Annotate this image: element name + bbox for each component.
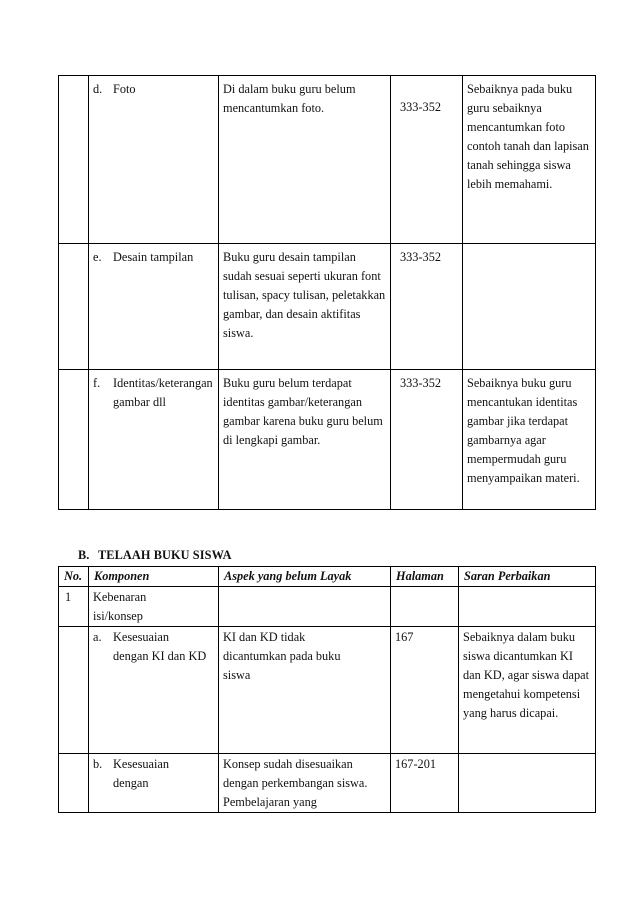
saran-cell <box>459 754 596 813</box>
halaman-cell <box>391 627 459 754</box>
saran-cell <box>459 587 596 627</box>
table-row <box>59 754 596 813</box>
section-title: TELAAH BUKU SISWA <box>98 548 232 562</box>
halaman-text: 167-201 <box>395 757 436 771</box>
no-cell <box>59 370 89 510</box>
section-label: B. <box>78 548 90 562</box>
table-row <box>59 627 596 754</box>
top-table <box>58 75 596 510</box>
no-cell <box>59 587 89 627</box>
no-cell <box>59 244 89 370</box>
komponen-text: Kebenaran isi/konsep <box>93 590 147 623</box>
header-komponen: Komponen <box>89 567 219 587</box>
aspek-cell <box>219 76 391 244</box>
section-heading <box>78 548 232 563</box>
halaman-cell <box>391 244 463 370</box>
bottom-table <box>58 566 596 813</box>
aspek-cell <box>219 244 391 370</box>
komponen-cell <box>89 754 219 813</box>
komponen-cell <box>89 587 219 627</box>
komponen-text: Foto <box>113 82 136 96</box>
halaman-cell <box>391 370 463 510</box>
komponen-cell <box>89 370 219 510</box>
komponen-text: Kesesuaian dengan KI dan KD <box>113 630 207 663</box>
komponen-text: Kesesuaian dengan <box>113 757 169 790</box>
table-row <box>59 76 596 244</box>
no-cell <box>59 627 89 754</box>
header-saran: Saran Perbaikan <box>459 567 596 587</box>
aspek-text: Buku guru desain tampilan sudah sesuai seperti ukuran font tulisan, spacy tulisan, peletakkan gambar, dan desain aktifitas siswa. <box>223 250 386 340</box>
aspek-cell <box>219 587 391 627</box>
saran-text: Sebaiknya pada buku guru sebaiknya mencantumkan foto contoh tanah dan lapisan tanah sehingga siswa lebih memahami. <box>467 82 589 191</box>
aspek-text: KI dan KD tidak dicantumkan pada buku siswa <box>223 630 341 682</box>
aspek-cell <box>219 370 391 510</box>
halaman-text: 333-352 <box>400 250 441 264</box>
table-row <box>59 244 596 370</box>
komponen-cell <box>89 76 219 244</box>
no-cell <box>59 76 89 244</box>
saran-text <box>463 244 595 248</box>
aspek-cell <box>219 754 391 813</box>
saran-text: Sebaiknya buku guru mencantukan identitas gambar jika terdapat gambarnya agar mempermudah guru menyampaikan materi. <box>467 376 580 485</box>
saran-cell <box>459 627 596 754</box>
halaman-cell <box>391 754 459 813</box>
item-label: b. <box>93 757 103 771</box>
saran-cell <box>463 76 596 244</box>
aspek-text: Di dalam buku guru belum mencantumkan foto. <box>223 82 356 115</box>
aspek-text: Buku guru belum terdapat identitas gambar/keterangan gambar karena buku guru belum di lengkapi gambar. <box>223 376 383 447</box>
no-cell <box>59 754 89 813</box>
halaman-cell <box>391 587 459 627</box>
header-no: No. <box>59 567 89 587</box>
halaman-text: 333-352 <box>400 100 441 114</box>
saran-text: Sebaiknya dalam buku siswa dicantumkan KI dan KD, agar siswa dapat mengetahui kompetensi yang harus dicapai. <box>463 630 590 720</box>
item-label: a. <box>93 630 102 644</box>
table-row <box>59 587 596 627</box>
header-halaman: Halaman <box>391 567 459 587</box>
komponen-text: Desain tampilan <box>113 250 194 264</box>
no-text: 1 <box>65 590 72 604</box>
header-row <box>59 567 596 587</box>
item-label: e. <box>93 250 102 264</box>
komponen-text: Identitas/keterangan gambar dll <box>113 376 213 409</box>
saran-cell <box>463 370 596 510</box>
komponen-cell <box>89 627 219 754</box>
komponen-cell <box>89 244 219 370</box>
halaman-cell <box>391 76 463 244</box>
item-label: d. <box>93 82 103 96</box>
halaman-text: 333-352 <box>400 376 441 390</box>
item-label: f. <box>93 376 101 390</box>
halaman-text: 167 <box>395 630 414 644</box>
aspek-cell <box>219 627 391 754</box>
aspek-text: Konsep sudah disesuaikan dengan perkembangan siswa. Pembelajaran yang <box>223 757 368 809</box>
header-aspek: Aspek yang belum Layak <box>219 567 391 587</box>
table-row <box>59 370 596 510</box>
saran-cell <box>463 244 596 370</box>
